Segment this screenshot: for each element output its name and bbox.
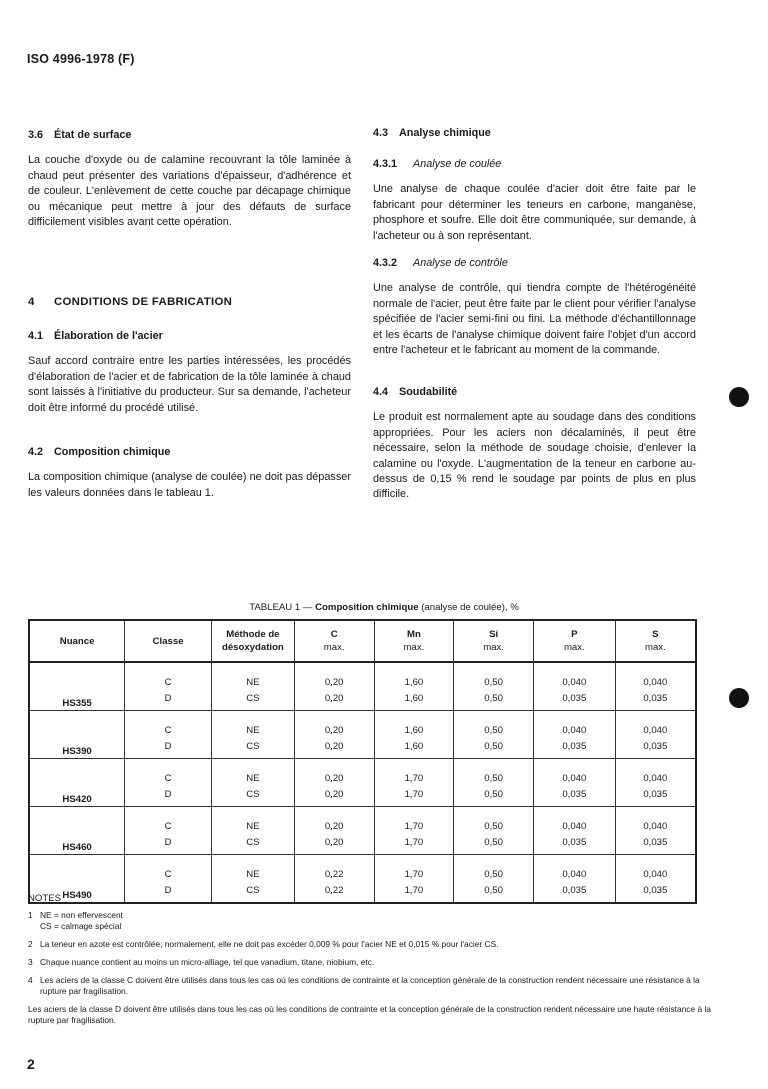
cell-s: 0,040 <box>615 711 696 738</box>
cell-mn: 1,70 <box>374 807 454 834</box>
subsection-number: 4.3.2 <box>373 257 398 269</box>
subsection-heading <box>373 256 696 271</box>
caption-title: Composition chimique <box>315 602 419 613</box>
section-title: État de surface <box>54 129 132 141</box>
section-4-3 <box>373 126 696 141</box>
cell-si: 0,50 <box>454 689 534 711</box>
header-nuance: Nuance <box>29 620 125 662</box>
note-2 <box>28 939 728 950</box>
cell-mn: 1,60 <box>374 737 454 759</box>
section-4-3-2 <box>373 256 696 358</box>
section-title: Analyse chimique <box>399 127 491 139</box>
cell-mn: 1,60 <box>374 711 454 738</box>
section-heading <box>28 445 351 460</box>
header-classe: Classe <box>125 620 212 662</box>
section-text: La couche d'oxyde ou de calamine recouvrant la tôle laminée à chaud peut présenter des variations d'épaisseur, d'adhérence et de couleur. L'enlèvement de cette couche par décapage chimique ou mécanique peut mettre à jour des défauts de surface difficilement visibles avant cette opération. <box>28 154 351 229</box>
subsection-heading <box>373 157 696 172</box>
cell-c: 0,20 <box>294 807 374 834</box>
header-mn-label: Mn <box>406 629 421 640</box>
table-row <box>29 759 696 786</box>
note-number: 1 <box>28 910 33 920</box>
section-4 <box>28 295 351 310</box>
table-row <box>29 785 696 807</box>
cell-p: 0,040 <box>533 711 615 738</box>
chapter-title: CONDITIONS DE FABRICATION <box>54 296 233 308</box>
cell-methode: CS <box>211 881 294 903</box>
cell-mn: 1,70 <box>374 833 454 855</box>
note-text: Les aciers de la classe C doivent être utilisés dans tous les cas où les conditions de contrainte et la conception générale de la construction rendent nécessaire une résistance à la rupture par fragilisation. <box>40 975 700 996</box>
section-title: Composition chimique <box>54 446 171 458</box>
cell-si: 0,50 <box>454 881 534 903</box>
section-4-4 <box>373 385 696 503</box>
header-max: max. <box>323 642 345 653</box>
cell-p: 0,035 <box>533 785 615 807</box>
cell-methode: NE <box>211 662 294 689</box>
note-4-continued: Les aciers de la classe D doivent être utilisés dans tous les cas où les conditions de contrainte et la conception générale de la construction rendent nécessaire une haute résistance à la rupture par fragilisation. <box>28 1004 711 1025</box>
note-1 <box>28 910 728 932</box>
cell-nuance: HS460 <box>29 807 125 855</box>
table-row <box>29 737 696 759</box>
table-header-row <box>29 620 696 662</box>
margin-bullet-icon <box>729 688 749 708</box>
cell-si: 0,50 <box>454 662 534 689</box>
document-header: ISO 4996-1978 (F) <box>27 52 135 66</box>
subsection-title: Analyse de contrôle <box>413 257 508 269</box>
section-text: Une analyse de chaque coulée d'acier doit être faite par le fabricant pour déterminer les teneurs en carbone, manganèse, phosphore et soufre. Elle doit être communiquée, sur demande, à l'acheteur ou à son représentant. <box>373 183 696 242</box>
cell-c: 0,20 <box>294 785 374 807</box>
cell-s: 0,040 <box>615 662 696 689</box>
chapter-heading <box>28 295 351 310</box>
section-heading <box>373 385 696 400</box>
cell-c: 0,20 <box>294 711 374 738</box>
header-c <box>294 620 374 662</box>
cell-classe: D <box>125 881 212 903</box>
cell-mn: 1,70 <box>374 855 454 882</box>
cell-s: 0,035 <box>615 881 696 903</box>
cell-s: 0,035 <box>615 737 696 759</box>
cell-p: 0,035 <box>533 833 615 855</box>
header-s <box>615 620 696 662</box>
note-text: Chaque nuance contient au moins un micro-alliage, tel que vanadium, titane, niobium, etc. <box>40 957 375 967</box>
cell-si: 0,50 <box>454 807 534 834</box>
cell-mn: 1,60 <box>374 662 454 689</box>
page-number: 2 <box>27 1056 35 1072</box>
cell-p: 0,035 <box>533 881 615 903</box>
composition-table <box>28 619 697 904</box>
cell-s: 0,035 <box>615 833 696 855</box>
cell-s: 0,040 <box>615 807 696 834</box>
cell-methode: NE <box>211 711 294 738</box>
section-title: Soudabilité <box>399 386 458 398</box>
note-number: 2 <box>28 939 33 949</box>
cell-si: 0,50 <box>454 855 534 882</box>
cell-s: 0,040 <box>615 855 696 882</box>
subsection-number: 4.3.1 <box>373 158 398 170</box>
section-number: 4.4 <box>373 386 389 398</box>
cell-s: 0,040 <box>615 759 696 786</box>
table-row <box>29 833 696 855</box>
cell-s: 0,035 <box>615 689 696 711</box>
cell-methode: NE <box>211 807 294 834</box>
section-text: Une analyse de contrôle, qui tiendra compte de l'hétérogénéité normale de l'acier, peut être faite par le client pour vérifier l'analyse spécifiée de l'acier semi-fini ou fini. La méthode d'échantillonnage et les écarts de l'analyse chimique doivent faire l'objet d'un accord entre l'acheteur et le fabricant au moment de la commande. <box>373 282 696 357</box>
cell-classe: C <box>125 662 212 689</box>
section-text: La composition chimique (analyse de coulée) ne doit pas dépasser les valeurs données dans le tableau 1. <box>28 471 351 499</box>
cell-nuance: HS355 <box>29 662 125 711</box>
cell-classe: D <box>125 737 212 759</box>
caption-prefix: TABLEAU 1 — <box>249 602 316 613</box>
table-row <box>29 855 696 882</box>
margin-bullet-icon <box>729 387 749 407</box>
section-4-2 <box>28 445 351 501</box>
table-notes <box>28 893 728 1033</box>
cell-classe: C <box>125 855 212 882</box>
note-1-line2: CS = calmage spécial <box>40 921 122 931</box>
cell-methode: CS <box>211 689 294 711</box>
table-row <box>29 662 696 689</box>
cell-mn: 1,70 <box>374 785 454 807</box>
table-row <box>29 711 696 738</box>
section-3-6 <box>28 128 351 230</box>
cell-mn: 1,70 <box>374 759 454 786</box>
note-number: 3 <box>28 957 33 967</box>
section-number: 4.2 <box>28 446 44 458</box>
cell-methode: CS <box>211 785 294 807</box>
cell-p: 0,040 <box>533 855 615 882</box>
chapter-number: 4 <box>28 296 35 308</box>
header-methode <box>211 620 294 662</box>
note-text <box>40 910 728 932</box>
section-number: 3.6 <box>28 129 44 141</box>
cell-p: 0,040 <box>533 807 615 834</box>
cell-si: 0,50 <box>454 785 534 807</box>
section-heading <box>373 126 696 141</box>
notes-title: NOTES <box>28 893 62 904</box>
section-4-3-1 <box>373 157 696 244</box>
cell-p: 0,040 <box>533 662 615 689</box>
cell-classe: D <box>125 785 212 807</box>
section-heading <box>28 128 351 143</box>
cell-c: 0,20 <box>294 737 374 759</box>
cell-methode: CS <box>211 737 294 759</box>
cell-classe: C <box>125 807 212 834</box>
cell-p: 0,035 <box>533 737 615 759</box>
header-max: max. <box>483 642 505 653</box>
header-s-label: S <box>652 629 659 640</box>
cell-nuance: HS490 <box>29 855 125 904</box>
header-methode-line2: désoxydation <box>221 642 284 653</box>
header-si-label: Si <box>489 629 499 640</box>
cell-classe: C <box>125 759 212 786</box>
section-text: Sauf accord contraire entre les parties intéressées, les procédés d'élaboration de l'acier et de fabrication de la tôle laminée à chaud sont laissés à l'initiative du producteur. Sur sa demande, l'acheteur doit être informé du procédé utilisé. <box>28 355 351 414</box>
header-si <box>454 620 534 662</box>
cell-p: 0,040 <box>533 759 615 786</box>
cell-c: 0,20 <box>294 759 374 786</box>
cell-classe: D <box>125 833 212 855</box>
cell-c: 0,20 <box>294 833 374 855</box>
header-max: max. <box>644 642 666 653</box>
cell-si: 0,50 <box>454 711 534 738</box>
section-heading <box>28 329 351 344</box>
header-p <box>533 620 615 662</box>
cell-classe: C <box>125 711 212 738</box>
cell-methode: NE <box>211 855 294 882</box>
caption-suffix: (analyse de coulée), % <box>418 602 519 613</box>
section-number: 4.3 <box>373 127 389 139</box>
table-row <box>29 689 696 711</box>
cell-classe: D <box>125 689 212 711</box>
subsection-title: Analyse de coulée <box>413 158 502 170</box>
table-caption <box>0 602 768 613</box>
cell-mn: 1,70 <box>374 881 454 903</box>
note-number: 4 <box>28 975 33 985</box>
section-4-1 <box>28 329 351 416</box>
header-mn <box>374 620 454 662</box>
cell-si: 0,50 <box>454 737 534 759</box>
header-p-label: P <box>571 629 578 640</box>
header-c-label: C <box>330 629 338 640</box>
cell-nuance: HS420 <box>29 759 125 807</box>
cell-c: 0,20 <box>294 689 374 711</box>
cell-s: 0,035 <box>615 785 696 807</box>
header-max: max. <box>563 642 585 653</box>
cell-mn: 1,60 <box>374 689 454 711</box>
note-3 <box>28 957 728 968</box>
note-4 <box>28 975 728 997</box>
cell-nuance: HS390 <box>29 711 125 759</box>
table-row <box>29 807 696 834</box>
cell-c: 0,22 <box>294 855 374 882</box>
cell-p: 0,035 <box>533 689 615 711</box>
note-1-line1: NE = non effervescent <box>40 910 123 920</box>
section-title: Élaboration de l'acier <box>54 330 163 342</box>
cell-si: 0,50 <box>454 759 534 786</box>
cell-c: 0,22 <box>294 881 374 903</box>
header-max: max. <box>403 642 425 653</box>
cell-methode: CS <box>211 833 294 855</box>
cell-methode: NE <box>211 759 294 786</box>
cell-si: 0,50 <box>454 833 534 855</box>
header-methode-line1: Méthode de <box>226 629 280 640</box>
section-number: 4.1 <box>28 330 44 342</box>
section-text: Le produit est normalement apte au soudage dans des conditions appropriées. Pour les aciers non décalaminés, il peut être nécessaire, selon la méthode de soudage choisie, d'enlever la calamine ou l'oxyde. L'augmentation de la teneur en carbone au-dessus de 0,15 % rend le soudage par points de plus en plus difficile. <box>373 411 696 501</box>
cell-c: 0,20 <box>294 662 374 689</box>
note-text: La teneur en azote est contrôlée; normalement, elle ne doit pas excéder 0,009 % pour l'acier NE et 0,015 % pour l'acier CS. <box>40 939 499 949</box>
